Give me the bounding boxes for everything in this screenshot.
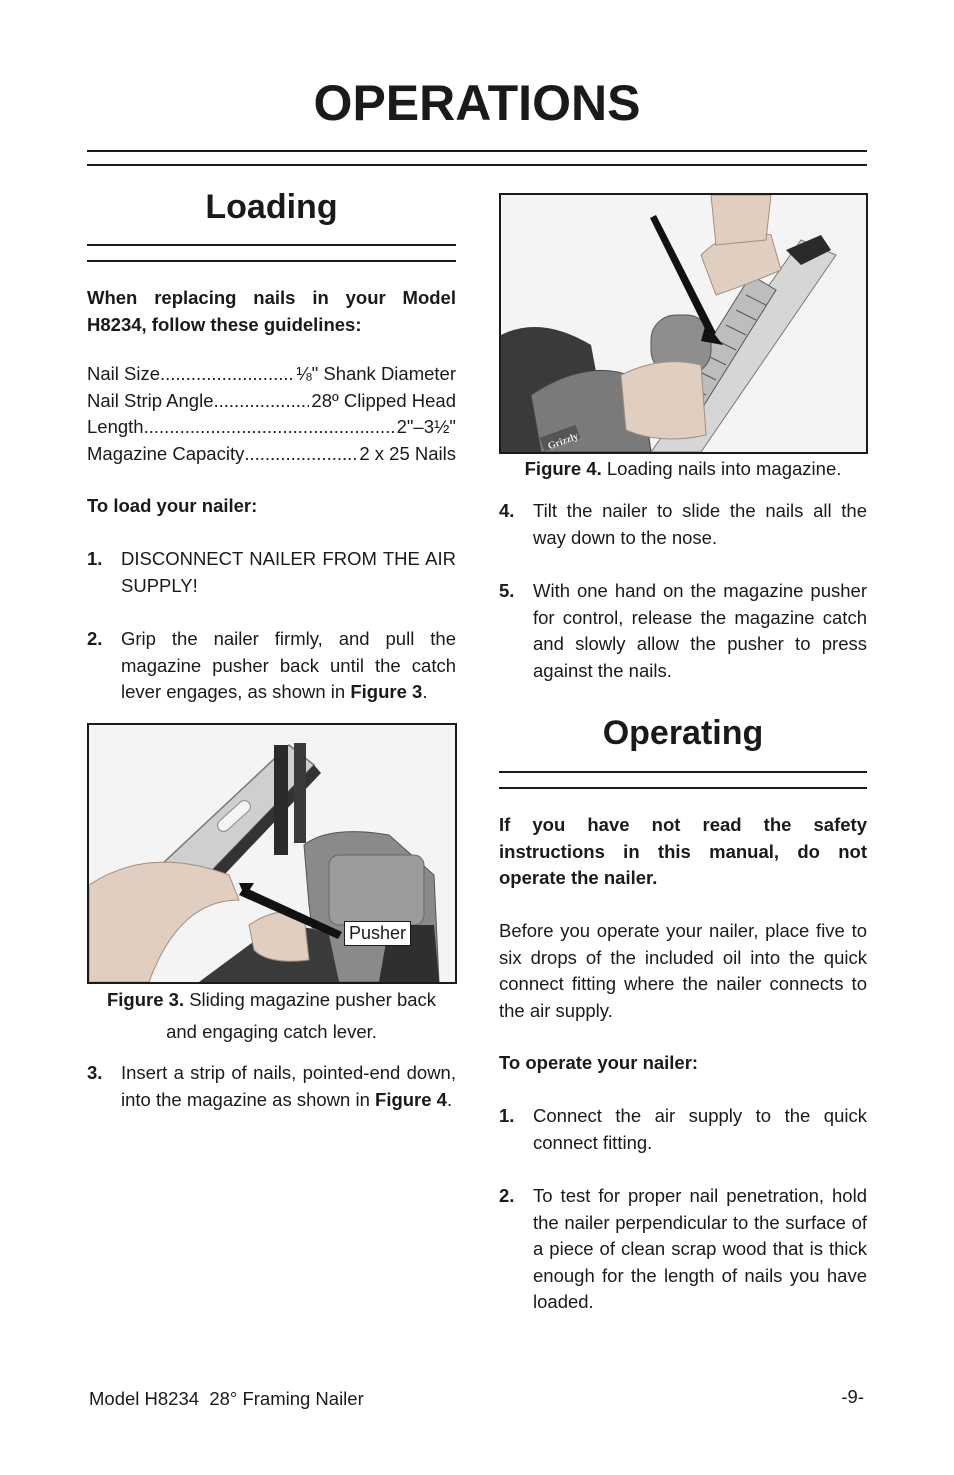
page-number: -9-: [841, 1386, 864, 1407]
step-text-end: .: [446, 1088, 453, 1110]
step-text: With one hand on the magazine pusher for control, release the magazine catch and slowly allow the pusher to press against the nails.: [533, 580, 867, 681]
spec-label: Magazine Capacity: [87, 442, 245, 464]
figure-3-caption-line1: [87, 984, 456, 1016]
step-text: Connect the air supply to the quick connect fitting.: [533, 1105, 867, 1153]
load-step-5: [499, 578, 867, 684]
load-step-3: [87, 1060, 456, 1113]
loading-heading: Loading: [205, 188, 338, 226]
load-step-4: [499, 498, 867, 551]
step-number: 5.: [499, 580, 515, 601]
spec-value: 2"–3½": [396, 416, 456, 437]
spec-value: 2 x 25 Nails: [359, 442, 456, 464]
figure-3-image: [87, 723, 457, 984]
figure-4-caption: [499, 453, 867, 485]
footer-model: Model H8234 28° Framing Nailer: [89, 1388, 364, 1409]
load-subheading: To load your nailer:: [87, 495, 258, 516]
safety-warning: If you have not read the safety instructions in this manual, do not operate the nailer.: [499, 814, 867, 888]
spec-row-nail-size: [87, 361, 456, 388]
operate-step-2: [499, 1183, 867, 1316]
spec-row-strip-angle: [87, 388, 456, 415]
step-number: 2.: [87, 628, 103, 649]
spec-value: 28º Clipped Head: [311, 389, 456, 411]
loading-rule-top: [87, 244, 456, 246]
step-text: Tilt the nailer to slide the nails all the way down to the nose.: [533, 500, 867, 548]
spec-label: Nail Strip Angle: [87, 389, 214, 411]
step-text-end: .: [422, 681, 428, 702]
figure-3-caption-line2: and engaging catch lever.: [166, 1021, 377, 1042]
loading-rule-bottom: [87, 260, 456, 262]
figure-3-label: Figure 3.: [106, 989, 185, 1010]
step-number: 3.: [87, 1062, 103, 1083]
operating-heading: Operating: [602, 714, 764, 752]
operating-rule-bottom: [499, 787, 867, 789]
figure-4-caption-text: Loading nails into magazine.: [606, 458, 842, 479]
loading-intro: When replacing nails in your Model H8234, follow these guidelines:: [87, 287, 456, 335]
brand-label: Grizzly: [546, 431, 581, 452]
step-text-wrap: [121, 626, 456, 706]
spec-list: [87, 361, 456, 467]
load-step-2: [87, 626, 456, 706]
step-text: Insert a strip of nails, pointed-end down, into the magazine as shown in: [121, 1062, 456, 1110]
figure-3-caption-text: Sliding magazine pusher back: [189, 989, 437, 1010]
title-rule-bottom: [87, 164, 867, 166]
operate-subheading: To operate your nailer:: [499, 1052, 699, 1073]
operate-step-1: [499, 1103, 867, 1156]
title-rule-top: [87, 150, 867, 152]
spec-row-capacity: [87, 441, 456, 468]
figure-ref: Figure 3: [350, 681, 423, 702]
pusher-callout: Pusher: [344, 921, 411, 946]
operating-rule-top: [499, 771, 867, 773]
loading-nails-illustration: [501, 195, 866, 452]
spec-label: Length: [87, 416, 144, 437]
figure-4-image: [499, 193, 868, 454]
load-step-1: [87, 546, 456, 599]
figure-ref: Figure 4: [375, 1088, 447, 1110]
figure-4-label: Figure 4.: [524, 458, 602, 479]
spec-value: ⅛" Shank Diameter: [296, 363, 456, 384]
step-text: DISCONNECT NAILER FROM THE AIR SUPPLY!: [121, 548, 456, 596]
step-number: 1.: [87, 548, 103, 569]
oil-instructions: Before you operate your nailer, place five to six drops of the included oil into the quick connect fitting where the nailer connects to the air supply.: [499, 920, 867, 1021]
spec-label: Nail Size: [87, 363, 160, 384]
step-text: To test for proper nail penetration, hold the nailer perpendicular to the surface of a piece of clean scrap wood that is thick enough for the length of nails you have loaded.: [533, 1185, 867, 1312]
step-number: 2.: [499, 1185, 515, 1206]
step-number: 1.: [499, 1105, 515, 1126]
step-number: 4.: [499, 500, 515, 521]
step-text-wrap: [121, 1060, 456, 1113]
step-text: Grip the nailer firmly, and pull the magazine pusher back until the catch lever engages, as shown in: [121, 628, 456, 702]
page-title: OPERATIONS: [313, 75, 641, 131]
spec-row-length: [87, 414, 456, 441]
